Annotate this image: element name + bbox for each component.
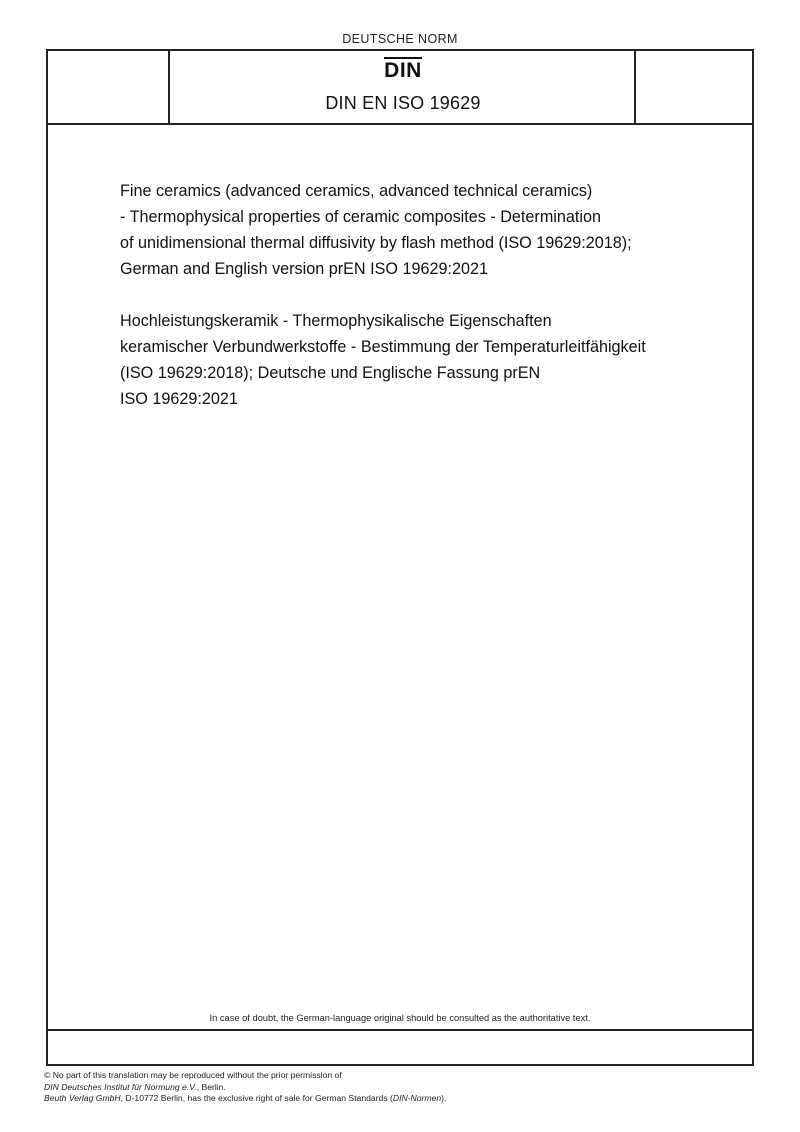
document-type-label: DEUTSCHE NORM — [342, 32, 458, 46]
page-frame — [46, 49, 754, 1066]
copyright-notice — [44, 1070, 446, 1105]
header-cell-center — [170, 51, 636, 123]
german-title-line: Hochleistungskeramik - Thermophysikalische Eigenschaften — [120, 312, 552, 330]
copyright-line-3-end: ). — [441, 1093, 447, 1103]
din-logo-text: DIN — [384, 59, 422, 82]
copyright-line-3-mid: , D-10772 Berlin, has the exclusive right of sale for German Standards ( — [120, 1093, 393, 1103]
german-title — [120, 308, 720, 412]
copyright-line-1: © No part of this translation may be reproduced without the prior permission of — [44, 1070, 342, 1080]
german-title-line: keramischer Verbundwerkstoffe - Bestimmung der Temperaturleitfähigkeit — [120, 338, 646, 356]
german-title-line: ISO 19629:2021 — [120, 390, 238, 408]
publisher-name: DIN Deutsches Institut für Normung e.V. — [44, 1081, 197, 1092]
english-title-line: of unidimensional thermal diffusivity by flash method (ISO 19629:2018); — [120, 234, 632, 252]
german-title-line: (ISO 19629:2018); Deutsche und Englische Fassung prEN — [120, 364, 541, 382]
copyright-line-2 — [44, 1082, 446, 1094]
header-cell-right — [634, 51, 752, 123]
english-title-line: Fine ceramics (advanced ceramics, advanced technical ceramics) — [120, 182, 593, 200]
copyright-line-3 — [44, 1093, 446, 1105]
copyright-line-2-rest: , Berlin. — [196, 1081, 226, 1092]
din-logo — [170, 57, 636, 82]
english-title-line: - Thermophysical properties of ceramic composites - Determination — [120, 208, 602, 226]
seller-name: Beuth Verlag GmbH — [44, 1093, 121, 1103]
footer-band — [48, 1029, 752, 1064]
standards-term: DIN-Normen — [392, 1093, 442, 1103]
english-title-line: German and English version prEN ISO 19629:2021 — [120, 260, 489, 278]
authoritative-text-note: In case of doubt, the German-language original should be consulted as the authoritative text. — [209, 1013, 591, 1023]
header-row — [48, 51, 752, 125]
header-cell-left — [48, 51, 170, 123]
standard-number: DIN EN ISO 19629 — [325, 93, 481, 113]
english-title — [120, 178, 720, 282]
